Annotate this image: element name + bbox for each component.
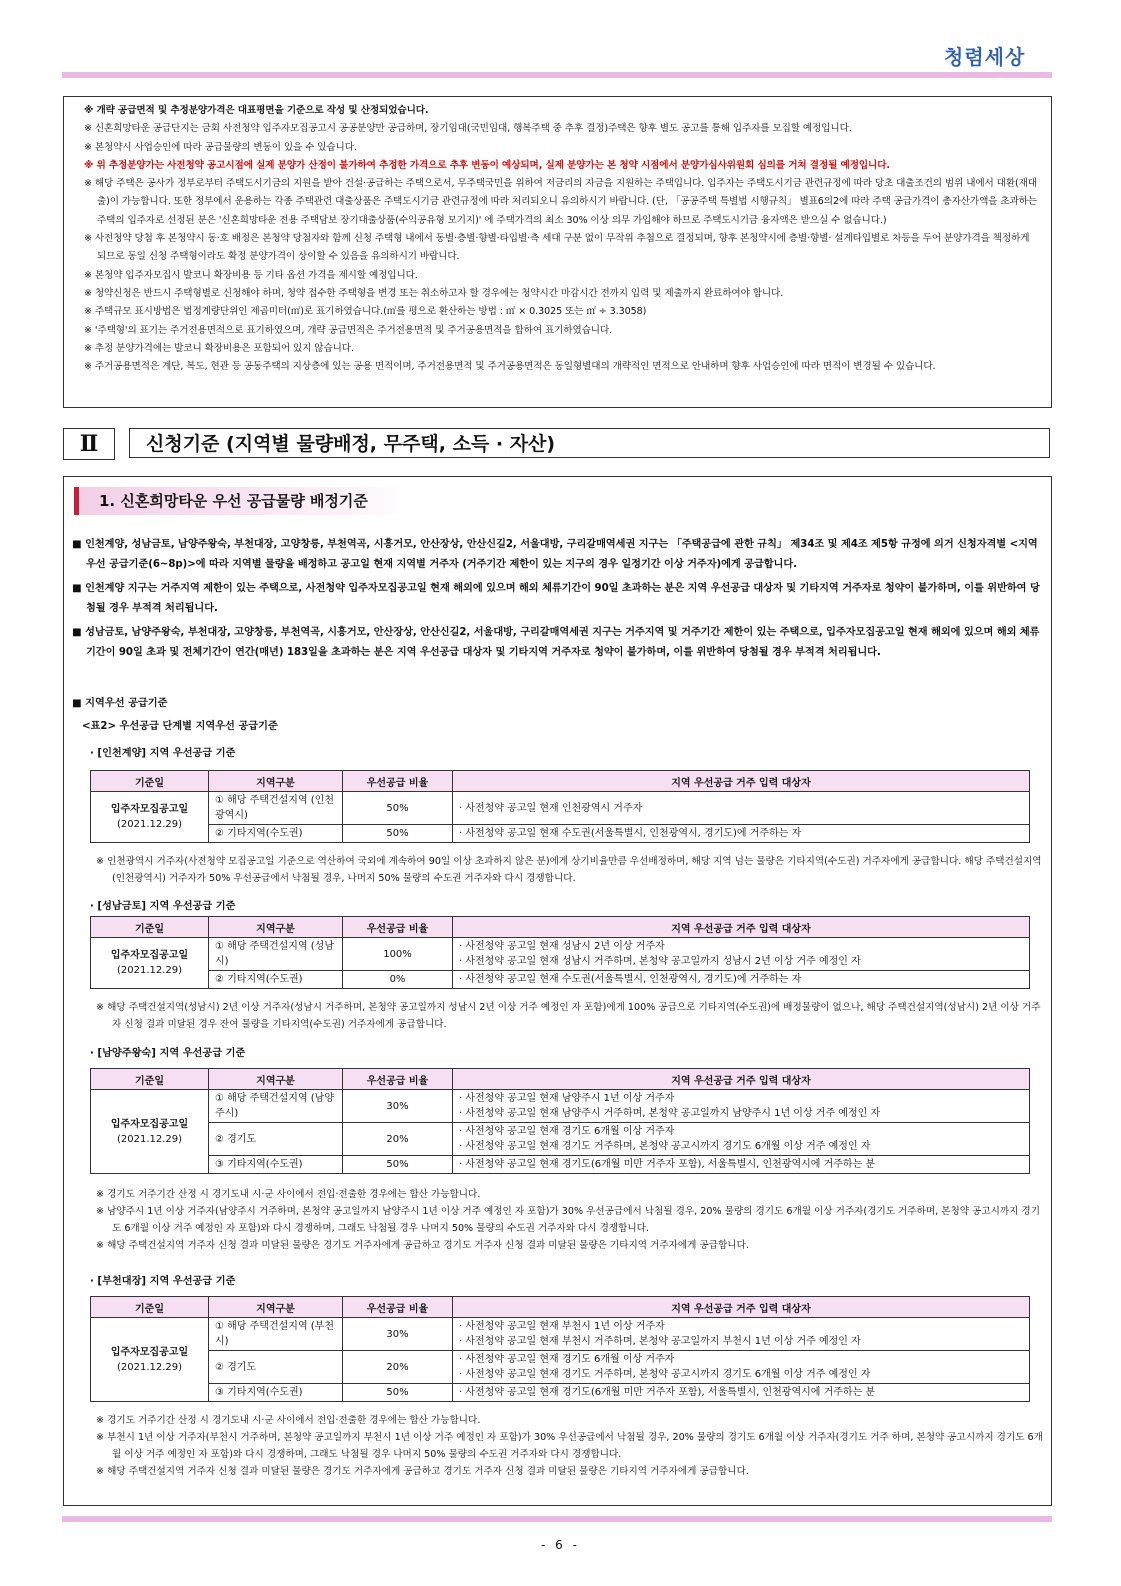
note-item: ※ 해당 주택은 공사가 정부로부터 주택도시기금의 지원을 받아 건설·공급하는 주택으로서, 무주택국민을 위하여 저금리의 자금을 지원하는 주택입니다. 입주자는 주택도시기금 관련규정에 따라 당초 대출조건의 범위 내에서 대환(재대출)이 가능합니다. 또한 정부에서 운용하는 각종 주택관련 대출상품은 주택도시기금 관련규정에 따라 처리되오니 유의하시기 바랍니다. (단, 「공공주택 특별법 시행규칙」 별표6의2에 따라 주택 공급가격이 총자산가액을 초과하는 주택의 입주자로 선정된 분은 '신혼희망타운 전용 주택담보 장기대출상품(수익공유형 모기지)' 에 주택가격의 최소 30% 이상 의무 가입해야 하므로 주택도시기금 융자액은 받으실 수 없습니다.)	[84, 178, 1038, 226]
subsection-title: 1. 신혼희망타운 우선 공급물량 배정기준	[99, 492, 368, 510]
table-note: ※ 해당 주택건설지역 거주자 신청 결과 미달된 물량은 경기도 거주자에게 공급하고 경기도 거주자 신청 결과 미달된 물량은 기타지역 거주자에게 공급합니다.	[96, 1240, 749, 1251]
region-table-title: · [인천계양] 지역 우선공급 기준	[90, 748, 236, 759]
region-cell: ① 해당 주택건설지역 (인천광역시)	[209, 792, 343, 825]
paragraph: ■ 인천계양, 성남금토, 남양주왕숙, 부천대장, 고양창릉, 부천역곡, 시흥거모, 안산장상, 안산신길2, 서울대방, 구리갈매역세권 지구는 「주택공급에 관한 규칙」 제34조 및 제4조 제5항 규정에 의거 신청자격별 <지역우선 공급기준(6~8p)>에 따라 지역별 물량을 배정하고 공고일 현재 지역별 거주자 (거주기간 제한이 있는 지구의 경우 일정기간 이상 거주자)에게 공급합니다.	[72, 539, 1038, 570]
target-line: · 사전청약 공고일 현재 경기도 거주하며, 본청약 공고시까지 경기도 6개월 이상 거주 예정인 자	[459, 1369, 871, 1380]
note-item: ※ 개략 공급면적 및 추정분양가격은 대표평면을 기준으로 작성 및 산정되었습니다.	[84, 105, 429, 116]
table-row	[91, 825, 1030, 843]
target-cell	[453, 1351, 1030, 1384]
region-cell: ① 해당 주택건설지역 (남양주시)	[209, 1090, 343, 1123]
table-header-cell: 지역 우선공급 거주 입력 대상자	[453, 1297, 1030, 1318]
note-item: ※ '주택형'의 표기는 주거전용면적으로 표기하였으며, 개략 공급면적은 주거전용면적 및 주거공용면적을 합하여 표기하였습니다.	[84, 324, 613, 336]
target-line: · 사전청약 공고일 현재 부천시 1년 이상 거주자	[459, 1321, 665, 1332]
table-row	[91, 1384, 1030, 1402]
region-priority-table	[90, 1296, 1030, 1402]
target-cell	[453, 1123, 1030, 1156]
target-line: · 사전청약 공고일 현재 남양주시 거주하며, 본청약 공고일까지 남양주시 1년 이상 거주 예정인 자	[459, 1108, 881, 1119]
target-cell	[453, 825, 1030, 843]
base-date-cell	[91, 1090, 209, 1174]
region-table-title: · [성남금토] 지역 우선공급 기준	[90, 901, 236, 912]
note-item: ※ 본청약 입주자모집시 발코니 확장비용 등 기타 옵션 가격을 제시할 예정입니다.	[84, 269, 418, 281]
region-table-title: · [부천대장] 지역 우선공급 기준	[90, 1276, 236, 1287]
table-header-cell: 우선공급 비율	[343, 771, 453, 792]
table-header-cell: 기준일	[91, 1069, 209, 1090]
region-cell: ② 경기도	[209, 1123, 343, 1156]
target-line: · 사전청약 공고일 현재 경기도(6개월 미만 거주자 포함), 서울특별시, 인천광역시에 거주하는 분	[459, 1159, 876, 1170]
region-cell: ① 해당 주택건설지역 (성남시)	[209, 938, 343, 971]
base-date-label: 입주자모집공고일	[110, 1346, 189, 1358]
region-priority-table	[90, 916, 1030, 989]
ratio-cell: 50%	[343, 792, 453, 825]
table-row	[91, 1090, 1030, 1123]
target-cell	[453, 1090, 1030, 1123]
logo	[944, 41, 1025, 70]
target-cell	[453, 971, 1030, 989]
ratio-cell: 50%	[343, 1156, 453, 1174]
region-priority-table	[90, 1068, 1030, 1174]
bottom-divider	[62, 1516, 1052, 1522]
base-date-cell	[91, 938, 209, 989]
paragraph: ■ 성남금토, 남양주왕숙, 부천대장, 고양창릉, 부천역곡, 시흥거모, 안산장상, 안산신길2, 서울대방, 구리갈매역세권 지구는 거주지역 및 거주기간 제한이 있는 주택으로, 입주자모집공고일 현재 해외에 있으며 해외 체류기간이 90일 초과 및 전체기간이 연간(매년) 183일을 초과하는 분은 지역 우선공급 대상자 및 기타지역 거주자로 청약이 불가하며, 이를 위반하여 당첨될 경우 부적격 처리됩니다.	[72, 627, 1040, 658]
target-cell	[453, 1318, 1030, 1351]
region-table-title: · [남양주왕숙] 지역 우선공급 기준	[90, 1048, 246, 1059]
table-header-cell: 우선공급 비율	[343, 917, 453, 938]
region-cell: ③ 기타지역(수도권)	[209, 1384, 343, 1402]
table-row	[91, 1123, 1030, 1156]
target-line: · 사전청약 공고일 현재 경기도 6개월 이상 거주자	[459, 1126, 675, 1137]
subsection-header	[74, 487, 409, 515]
ratio-cell: 20%	[343, 1351, 453, 1384]
target-line: · 사전청약 공고일 현재 경기도 6개월 이상 거주자	[459, 1354, 675, 1365]
note-item: ※ 추정 분양가격에는 발코니 확장비용은 포함되어 있지 않습니다.	[84, 342, 354, 354]
base-date-value: (2021.12.29)	[116, 819, 183, 830]
ratio-cell: 30%	[343, 1090, 453, 1123]
ratio-cell: 50%	[343, 1384, 453, 1402]
note-item: ※ 신혼희망타운 공급단지는 금회 사전청약 입주자모집공고시 공공분양만 공급하며, 장기임대(국민임대, 행복주택 중 추후 결정)주택은 향후 별도 공고를 통해 입주자를 모집할 예정입니다.	[84, 123, 852, 135]
table-note: ※ 남양주시 1년 이상 거주자(남양주시 거주하며, 본청약 공고일까지 남양주시 1년 이상 거주 예정인 자 포함)가 30% 우선공급에서 낙첨될 경우, 20% 물량의 경기도 6개월 이상 거주자(경기도 거주하며, 본청약 공고시까지 경기도 6개월 이상 거주 예정인 자 포함)와 다시 경쟁하며, 그래도 낙첨될 경우 나머지 50% 물량의 수도권 거주자와 다시 경쟁합니다.	[96, 1206, 1040, 1234]
section-number: Ⅱ	[63, 428, 115, 460]
ratio-cell: 0%	[343, 971, 453, 989]
target-cell	[453, 792, 1030, 825]
table-header-cell: 우선공급 비율	[343, 1297, 453, 1318]
note-item: ※ 주택규모 표시방법은 법정계량단위인 제곱미터(㎡)로 표기하였습니다.(㎡를 평으로 환산하는 방법 : ㎡ × 0.3025 또는 ㎡ ÷ 3.3058)	[84, 306, 647, 318]
region-cell: ③ 기타지역(수도권)	[209, 1156, 343, 1174]
target-line: · 사전청약 공고일 현재 인천광역시 거주자	[459, 802, 643, 814]
table-note: ※ 해당 주택건설지역(성남시) 2년 이상 거주자(성남시 거주하며, 본청약 공고일까지 성남시 2년 이상 거주 예정인 자 포함)에게 100% 공급으로 기타지역(수도권)에 배정물량이 없으나, 해당 주택건설지역(성남시) 2년 이상 거주자 신청 결과 미달된 경우 잔여 물량을 기타지역(수도권) 거주자에게 공급합니다.	[96, 1002, 1041, 1030]
target-line: · 사전청약 공고일 현재 경기도(6개월 미만 거주자 포함), 서울특별시, 인천광역시에 거주하는 분	[459, 1387, 876, 1398]
target-line: · 사전청약 공고일 현재 수도권(서울특별시, 인천광역시, 경기도)에 거주하는 자	[459, 974, 802, 985]
base-date-label: 입주자모집공고일	[110, 804, 189, 815]
table-caption: <표2> 우선공급 단계별 지역우선 공급기준	[82, 721, 278, 732]
region-heading: ■ 지역우선 공급기준	[72, 698, 168, 709]
note-item: ※ 위 추정분양가는 사전청약 공고시점에 실제 분양가 산정이 불가하여 추정한 가격으로 추후 변동이 예상되며, 실제 분양가는 본 청약 시점에서 분양가심사위원회 심의를 거쳐 결정될 예정입니다.	[84, 159, 890, 171]
table-note: ※ 인천광역시 거주자(사전청약 모집공고일 기준으로 역산하여 국외에 계속하여 90일 이상 초과하지 않은 분)에게 상기비율만큼 우선배정하며, 해당 지역 넘는 물량은 기타지역(수도권) 거주자에게 공급합니다. 해당 주택건설지역(인천광역시) 거주자가 50% 우선공급에서 낙첨될 경우, 나머지 50% 물량의 수도권 거주자와 다시 경쟁합니다.	[96, 856, 1042, 884]
base-date-value: (2021.12.29)	[116, 1133, 183, 1145]
target-line: · 사전청약 공고일 현재 경기도 거주하며, 본청약 공고시까지 경기도 6개월 이상 거주 예정인 자	[459, 1141, 871, 1152]
region-cell: ② 기타지역(수도권)	[209, 971, 343, 989]
ratio-cell: 50%	[343, 825, 453, 843]
table-header-cell: 기준일	[91, 917, 209, 938]
note-item: ※ 사전청약 당첨 후 본청약시 동·호 배정은 본청약 당첨자와 함께 신청 주택형 내에서 동별·층별·향별·타입별·측 세대 구분 없이 무작위 추첨으로 결정되며, 향후 본청약시에 층별·향별· 설계타입별로 차등을 두어 분양가격을 책정하게 되므로 동일 신청 주택형이라도 확정 분양가격이 상이할 수 있음을 유의하시기 바랍니다.	[84, 233, 1030, 263]
table-note: ※ 부천시 1년 이상 거주자(부천시 거주하며, 본청약 공고일까지 부천시 1년 이상 거주 예정인 자 포함)가 30% 우선공급에서 낙첨될 경우, 20% 물량의 경기도 6개월 이상 거주자(경기도 거주 하며, 본청약 공고시까지 경기도 6개월 이상 거주 예정인 자 포함)와 다시 경쟁하며, 그래도 낙첨될 경우 나머지 50% 물량의 수도권 거주자와 다시 경쟁합니다.	[96, 1432, 1043, 1460]
target-line: · 사전청약 공고일 현재 부천시 거주하며, 본청약 공고일까지 부천시 1년 이상 거주 예정인 자	[459, 1336, 861, 1347]
note-item: ※ 청약신청은 반드시 주택형별로 신청해야 하며, 청약 접수한 주택형을 변경 또는 취소하고자 할 경우에는 청약시간 마감시간 전까지 입력 및 제출까지 완료하여야 합니다.	[84, 287, 784, 299]
region-cell: ② 기타지역(수도권)	[209, 825, 343, 843]
table-note: ※ 해당 주택건설지역 거주자 신청 결과 미달된 물량은 경기도 거주자에게 공급하고 경기도 거주자 신청 결과 미달된 물량은 기타지역 거주자에게 공급합니다.	[96, 1466, 749, 1477]
base-date-cell	[91, 792, 209, 843]
page-number: - 6 -	[541, 1538, 580, 1552]
base-date-value: (2021.12.29)	[116, 965, 183, 976]
paragraph: ■ 인천계양 지구는 거주지역 제한이 있는 주택으로, 사전청약 입주자모집공고일 현재 해외에 있으며 해외 체류기간이 90일 초과하는 분은 지역 우선공급 대상자 및 기타지역 거주자로 청약이 불가하며, 이를 위반하여 당첨될 경우 부적격 처리됩니다.	[72, 583, 1040, 614]
note-item: ※ 본청약시 사업승인에 따라 공급물량의 변동이 있을 수 있습니다.	[84, 141, 357, 153]
ratio-cell: 20%	[343, 1123, 453, 1156]
table-note: ※ 경기도 거주기간 산정 시 경기도내 시·군 사이에서 전입·전출한 경우에는 합산 가능합니다.	[96, 1415, 481, 1426]
target-line: · 사전청약 공고일 현재 성남시 2년 이상 거주자	[459, 941, 665, 952]
target-cell	[453, 1384, 1030, 1402]
notes-box	[63, 96, 1052, 408]
target-line: · 사전청약 공고일 현재 성남시 거주하며, 본청약 공고일까지 성남시 2년 이상 거주 예정인 자	[459, 956, 861, 967]
table-row	[91, 938, 1030, 971]
region-cell: ② 경기도	[209, 1351, 343, 1384]
table-header-cell: 지역 우선공급 거주 입력 대상자	[453, 1069, 1030, 1090]
table-row	[91, 1351, 1030, 1384]
logo-text: 청렴세상	[944, 45, 1026, 69]
ratio-cell: 100%	[343, 938, 453, 971]
table-row	[91, 1318, 1030, 1351]
table-header-cell: 지역구분	[209, 1297, 343, 1318]
base-date-label: 입주자모집공고일	[110, 1118, 189, 1130]
table-header-cell: 지역구분	[209, 917, 343, 938]
table-header-cell: 지역구분	[209, 1069, 343, 1090]
table-header-cell: 우선공급 비율	[343, 1069, 453, 1090]
base-date-cell	[91, 1318, 209, 1402]
target-line: · 사전청약 공고일 현재 남양주시 1년 이상 거주자	[459, 1093, 675, 1104]
target-line: · 사전청약 공고일 현재 수도권(서울특별시, 인천광역시, 경기도)에 거주하는 자	[459, 828, 802, 839]
ratio-cell: 30%	[343, 1318, 453, 1351]
table-header-cell: 기준일	[91, 1297, 209, 1318]
region-priority-table	[90, 770, 1030, 843]
section-header	[63, 428, 1052, 460]
top-divider	[62, 72, 1052, 78]
table-row	[91, 1156, 1030, 1174]
target-cell	[453, 1156, 1030, 1174]
table-row	[91, 792, 1030, 825]
base-date-label: 입주자모집공고일	[110, 950, 189, 961]
table-note: ※ 경기도 거주기간 산정 시 경기도내 시·군 사이에서 전입·전출한 경우에는 합산 가능합니다.	[96, 1189, 481, 1200]
section-title: 신청기준 (지역별 물량배정, 무주택, 소득 · 자산)	[129, 428, 1050, 458]
table-header-cell: 기준일	[91, 771, 209, 792]
table-header-cell: 지역구분	[209, 771, 343, 792]
table-header-cell: 지역 우선공급 거주 입력 대상자	[453, 771, 1030, 792]
region-cell: ① 해당 주택건설지역 (부천시)	[209, 1318, 343, 1351]
target-cell	[453, 938, 1030, 971]
table-row	[91, 971, 1030, 989]
note-item: ※ 주거공용면적은 계단, 복도, 현관 등 공동주택의 지상층에 있는 공용 면적이며, 주거전용면적 및 주거공용면적은 동일형별대의 개략적인 면적으로 안내하며 향후 사업승인에 따라 면적이 변경될 수 있습니다.	[84, 361, 936, 373]
base-date-value: (2021.12.29)	[116, 1361, 183, 1373]
table-header-cell: 지역 우선공급 거주 입력 대상자	[453, 917, 1030, 938]
